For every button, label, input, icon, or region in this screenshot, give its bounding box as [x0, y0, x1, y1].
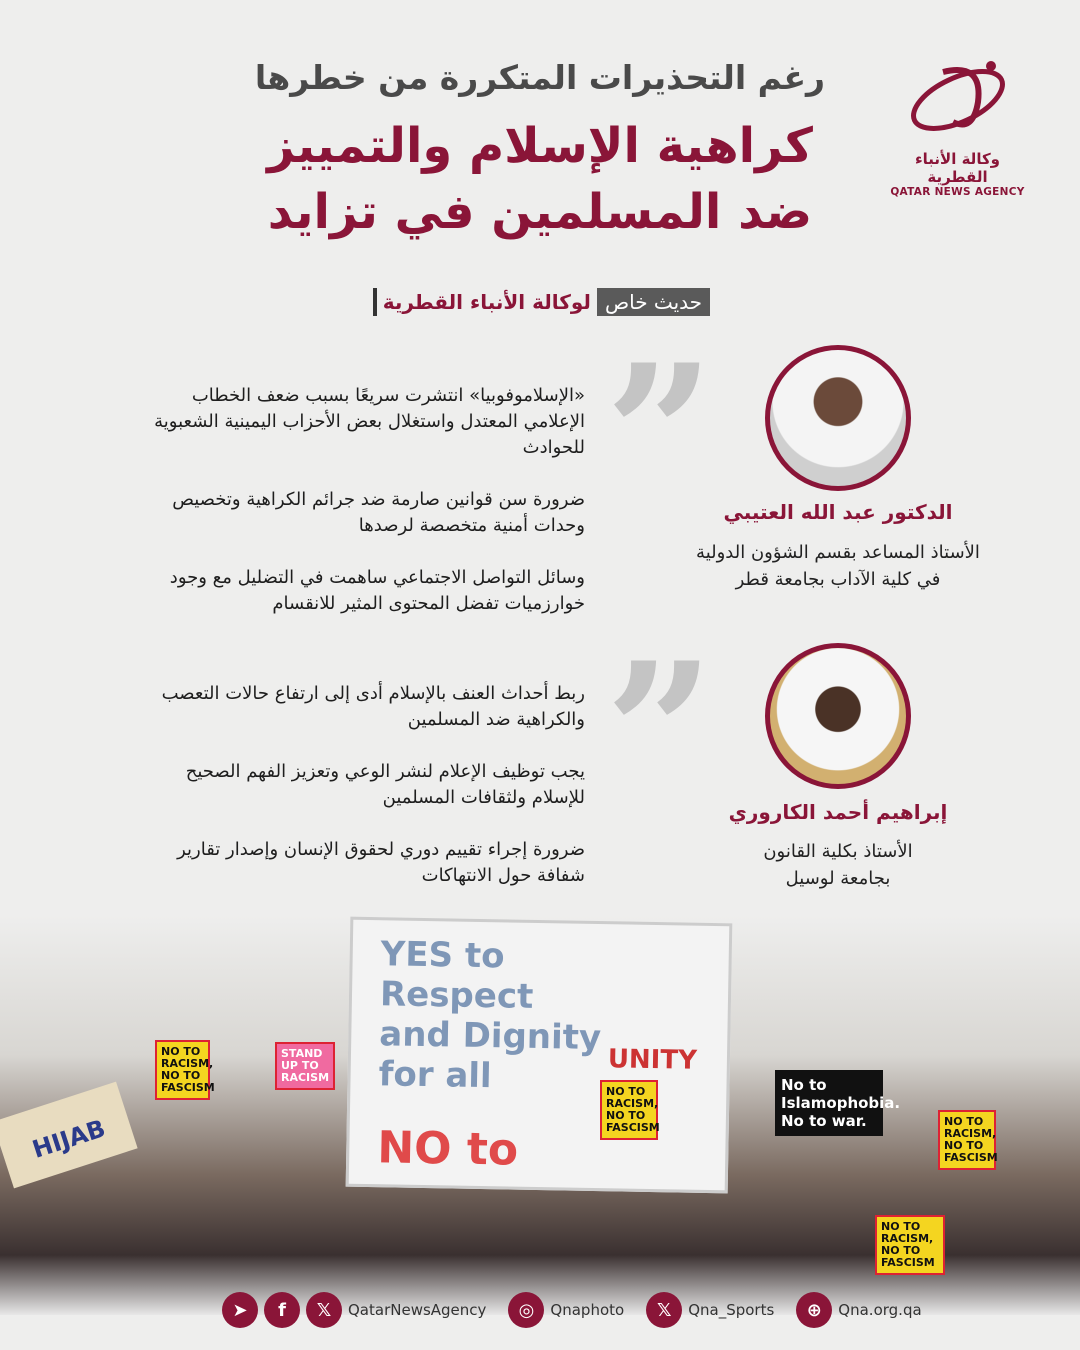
- tag-source: لوكالة الأنباء القطرية: [382, 290, 591, 314]
- quote-icon: ”: [605, 621, 715, 844]
- role-line: الأستاذ المساعد بقسم الشؤون الدولية: [696, 542, 980, 563]
- social-footer: [222, 1292, 938, 1328]
- title-line-1: كراهية الإسلام والتمييز: [267, 118, 813, 174]
- speaker-1-role: [668, 539, 1008, 593]
- speaker-2-name: إبراهيم أحمد الكاروري: [728, 800, 948, 824]
- placard: NO TO RACISM, NO TO FASCISM: [155, 1040, 210, 1100]
- banner-unity: UNITY: [607, 1044, 698, 1076]
- role-line: في كلية الآداب بجامعة قطر: [735, 569, 941, 590]
- banner-text: YES to Respect and Dignity for all: [378, 934, 602, 1097]
- title-line-2: ضد المسلمين في تزايد: [267, 184, 813, 240]
- subtitle: رغم التحذيرات المتكررة من خطرها: [254, 58, 826, 97]
- speaker-2-role: [668, 838, 1008, 892]
- interview-tag: [373, 286, 710, 318]
- account-qatarnewsagency[interactable]: QatarNewsAgency: [348, 1301, 487, 1319]
- account-qnaphoto[interactable]: Qnaphoto: [550, 1301, 625, 1319]
- account-qna-sports[interactable]: Qna_Sports: [688, 1301, 775, 1319]
- placard: NO TO RACISM, NO TO FASCISM: [600, 1080, 658, 1140]
- placard: NO TO RACISM, NO TO FASCISM: [938, 1110, 996, 1170]
- logo-english: QATAR NEWS AGENCY: [890, 186, 1025, 198]
- speaker-1-name: الدكتور عبد الله العتيبي: [723, 500, 953, 524]
- placard: STAND UP TO RACISM: [275, 1042, 335, 1090]
- banner-no: NO to: [376, 1122, 519, 1176]
- point: يجب توظيف الإعلام لنشر الوعي وتعزيز الفهم الصحيح للإسلام ولثقافات المسلمين: [185, 761, 585, 808]
- hijab-banner: HIJAB: [0, 1082, 138, 1189]
- tag-highlight: حديث خاص: [597, 288, 710, 316]
- protest-banner: [346, 917, 733, 1194]
- telegram-icon[interactable]: ➤: [222, 1292, 258, 1328]
- globe-icon[interactable]: ⊕: [796, 1292, 832, 1328]
- logo-arabic: وكالة الأنباء القطرية: [915, 150, 1000, 186]
- speaker-1-points: [140, 383, 585, 643]
- instagram-icon[interactable]: ◎: [508, 1292, 544, 1328]
- point: ضرورة سن قوانين صارمة ضد جرائم الكراهية وتخصيص وحدات أمنية متخصصة لرصدها: [172, 489, 585, 536]
- qna-emblem-icon: [903, 52, 1013, 142]
- facebook-icon[interactable]: f: [264, 1292, 300, 1328]
- speaker-2-photo: [765, 643, 911, 789]
- role-line: الأستاذ بكلية القانون: [763, 841, 913, 862]
- quote-icon: ”: [605, 323, 715, 546]
- placard: NO TO RACISM, NO TO FASCISM: [875, 1215, 945, 1275]
- website-link[interactable]: Qna.org.qa: [838, 1301, 922, 1319]
- role-line: بجامعة لوسيل: [785, 868, 891, 889]
- speaker-1-photo: [765, 345, 911, 491]
- x-icon[interactable]: 𝕏: [646, 1292, 682, 1328]
- tag-divider: [373, 288, 377, 316]
- point: ربط أحداث العنف بالإسلام أدى إلى ارتفاع حالات التعصب والكراهية ضد المسلمين: [161, 683, 585, 730]
- point: وسائل التواصل الاجتماعي ساهمت في التضليل مع وجود خوارزميات تفضل المحتوى المثير للانقسام: [169, 567, 585, 614]
- speaker-2-points: [140, 681, 585, 915]
- qna-logo: [885, 52, 1030, 198]
- placard: No to Islamophobia. No to war.: [775, 1070, 883, 1136]
- point: «الإسلاموفوبيا» انتشرت سريعًا بسبب ضعف الخطاب الإعلامي المعتدل واستغلال بعض الأحزاب اليمينية الشعبوية للحوادث: [154, 385, 585, 458]
- x-icon[interactable]: 𝕏: [306, 1292, 342, 1328]
- point: ضرورة إجراء تقييم دوري لحقوق الإنسان وإصدار تقارير شفافة حول الانتهاكات: [177, 839, 585, 886]
